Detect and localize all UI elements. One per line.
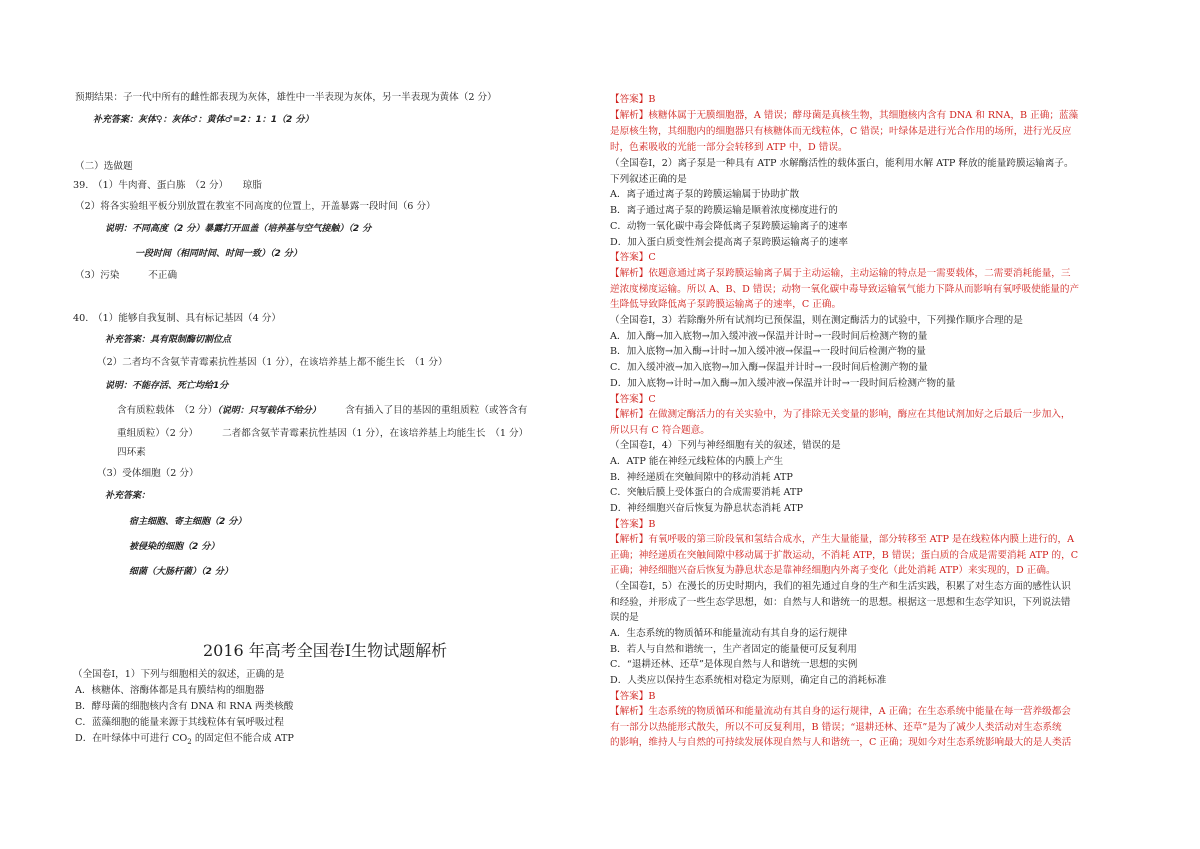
q3-option-d: D．加入底物→计时→加入酶→加入缓冲液→保温并计时→一段时间后检测产物的量 (610, 378, 956, 389)
q4-option-a: A．ATP 能在神经元线粒体的内膜上产生 (610, 456, 784, 467)
q1-option-a: A．核糖体、溶酶体都是具有膜结构的细胞器 (75, 685, 265, 696)
q5-stem-2: 和经验，并形成了一些生态学思想，如：自然与人和谐统一的思想。根据这一思想和生态学知识，下列说法错 (610, 597, 1071, 608)
q40-part1: 40. （1）能够自我复制、具有标记基因（4 分） (73, 313, 281, 324)
q5-option-c: C．“退耕还林、还草”是体现自然与人和谐统一思想的实例 (610, 659, 858, 670)
q1-option-d-sub: 2 (187, 737, 192, 746)
q40-supplement2-b: 被侵染的细胞（2 分） (129, 542, 220, 552)
q40-part2c: 重组质粒）（2 分） 二者都含氨苄青霉素抗性基因（1 分），在该培养基上均能生长 （1 分） (117, 428, 529, 439)
q2-option-d: D．加入蛋白质变性剂会提高离子泵跨膜运输离子的速率 (610, 237, 848, 248)
q39-note1: 说明：不同高度（2 分）暴露打开皿盖（培养基与空气接触）（2 分 (105, 224, 372, 234)
q2-option-b: B．离子通过离子泵的跨膜运输是顺着浓度梯度进行的 (610, 205, 838, 216)
q3-explain-2: 所以只有 C 符合题意。 (610, 425, 710, 436)
supplement-answer: 补充答案：灰体♀：灰体♂：黄体♂=2：1：1（2 分） (93, 115, 314, 125)
q1-stem: （全国卷Ⅰ，1）下列与细胞相关的叙述，正确的是 (73, 669, 285, 680)
q39-part2: （2）将各实验组平板分别放置在教室不同高度的位置上，开盖暴露一段时间（6 分） (75, 201, 436, 212)
q4-stem: （全国卷Ⅰ，4）下列与神经细胞有关的叙述，错误的是 (610, 440, 841, 451)
q5-stem-3: 误的是 (610, 612, 639, 623)
q40-part2: （2）二者均不含氨苄青霉素抗性基因（1 分），在该培养基上都不能生长 （1 分） (97, 357, 448, 368)
q3-answer: 【答案】C (610, 394, 656, 405)
q1-explain-3: 时，色素吸收的光能一部分会转移到 ATP 中，D 错误。 (610, 142, 848, 153)
q2-explain-2: 逆浓度梯度运输。所以 A、B、D 错误；动物一氧化碳中毒导致运输氧气能力下降从而影响有氧呼吸使能量的产 (610, 284, 1080, 295)
q2-option-a: A．离子通过离子泵的跨膜运输属于协助扩散 (610, 189, 800, 200)
q2-explain-3: 生降低导致降低离子泵跨膜运输离子的速率，C 正确。 (610, 299, 842, 310)
q4-answer: 【答案】B (610, 519, 656, 530)
q5-explain-1: 【解析】生态系统的物质循环和能量流动有其自身的运行规律，A 正确；在生态系统中能量在每一营养级都会 (610, 706, 1071, 717)
q5-option-b: B．若人与自然和谐统一，生产者固定的能量便可反复利用 (610, 644, 857, 655)
q4-option-b: B．神经递质在突触间隙中的移动消耗 ATP (610, 472, 793, 483)
q40-part3: （3）受体细胞（2 分） (97, 468, 199, 479)
q40-supplement2-a: 宿主细胞、寄主细胞（2 分） (129, 517, 247, 527)
q4-explain-2: 正确；神经递质在突触间隙中移动属于扩散运动，不消耗 ATP，B 错误；蛋白质的合成是需要消耗 ATP 的，C (610, 550, 1079, 561)
q40-supplement2: 补充答案： (105, 491, 151, 501)
q39-part3: （3）污染 不正确 (75, 270, 178, 281)
q2-answer: 【答案】C (610, 252, 656, 263)
q1-option-c: C．蓝藻细胞的能量来源于其线粒体有氧呼吸过程 (75, 717, 284, 728)
q39-note2: 一段时间（相同时间、时间一致）（2 分） (135, 249, 302, 259)
q2-option-c: C．动物一氧化碳中毒会降低离子泵跨膜运输离子的速率 (610, 221, 848, 232)
q1-option-d-pre: D．在叶绿体中可进行 CO (75, 733, 188, 744)
q40-part2b-a: 含有质粒载体 （2 分） (117, 405, 218, 416)
exam-title: 2016 年高考全国卷Ⅰ生物试题解析 (203, 641, 448, 660)
q1-explain-2: 是原核生物，其细胞内的细胞器只有核糖体而无线粒体，C 错误；叶绿体是进行光合作用的场所，进行光反应 (610, 126, 1072, 137)
q40-supplement1: 补充答案：具有限制酶切割位点 (105, 335, 232, 345)
q1-option-d (75, 732, 294, 749)
q2-stem-1: （全国卷Ⅰ，2）离子泵是一种具有 ATP 水解酶活性的载体蛋白，能利用水解 ATP 释放的能量跨膜运输离子。 (610, 158, 1074, 169)
section-heading: （二）选做题 (75, 161, 133, 172)
q1-option-b: B．酵母菌的细胞核内含有 DNA 和 RNA 两类核酸 (75, 701, 294, 712)
q1-option-d-post: 的固定但不能合成 ATP (191, 733, 294, 744)
q3-explain-1: 【解析】在做测定酶活力的有关实验中，为了排除无关变量的影响，酶应在其他试剂加好之后最后一步加入， (610, 409, 1071, 420)
q40-part2b-c: 含有插入了目的基因的重组质粒（或答含有 (316, 405, 528, 416)
q3-option-b: B．加入底物→加入酶→计时→加入缓冲液→保温→一段时间后检测产物的量 (610, 346, 926, 357)
q3-option-a: A．加入酶→加入底物→加入缓冲液→保温并计时→一段时间后检测产物的量 (610, 331, 928, 342)
q40-part2d: 四环素 (117, 447, 146, 458)
q5-answer: 【答案】B (610, 691, 656, 702)
q39-part1: 39. （1）牛肉膏、蛋白胨 （2 分） 琼脂 (73, 180, 262, 191)
q1-answer: 【答案】B (610, 94, 656, 105)
q1-explain-1: 【解析】核糖体属于无膜细胞器，A 错误；酵母菌是真核生物，其细胞核内含有 DNA 和 RNA，B 正确；蓝藻 (610, 110, 1079, 121)
q2-explain-1: 【解析】依题意通过离子泵跨膜运输离子属于主动运输，主动运输的特点是一需要载体，二需要消耗能量，三 (610, 268, 1071, 279)
prediction-result: 预期结果：子一代中所有的雌性都表现为灰体，雄性中一半表现为灰体，另一半表现为黄体（2 分） (75, 92, 497, 103)
q5-option-a: A．生态系统的物质循环和能量流动有其自身的运行规律 (610, 628, 848, 639)
q40-note: 说明：不能存活、死亡均给1分 (105, 381, 229, 391)
q40-part2b (117, 404, 527, 418)
q40-part2b-note: （说明：只写载体不给分） (217, 406, 317, 416)
q4-option-d: D．神经细胞兴奋后恢复为静息状态消耗 ATP (610, 503, 804, 514)
q3-stem: （全国卷Ⅰ，3）若除酶外所有试剂均已预保温，则在测定酶活力的试验中，下列操作顺序合理的是 (610, 315, 1023, 326)
q4-explain-3: 正确；神经细胞兴奋后恢复为静息状态是靠神经细胞内外离子变化（此处消耗 ATP）来实现的，D 正确。 (610, 565, 1056, 576)
q5-explain-2: 有一部分以热能形式散失，所以不可反复利用，B 错误；“退耕还林、还草”是为了减少人类活动对生态系统 (610, 722, 1062, 733)
q2-stem-2: 下列叙述正确的是 (610, 174, 687, 185)
q3-option-c: C．加入缓冲液→加入底物→加入酶→保温并计时→一段时间后检测产物的量 (610, 362, 928, 373)
q4-explain-1: 【解析】有氧呼吸的第三阶段氧和氢结合成水，产生大量能量，部分转移至 ATP 是在线粒体内膜上进行的，A (610, 534, 1075, 545)
q5-stem-1: （全国卷Ⅰ，5）在漫长的历史时期内，我们的祖先通过自身的生产和生活实践，积累了对生态方面的感性认识 (610, 581, 1071, 592)
q5-explain-3: 的影响，维持人与自然的可持续发展体现自然与人和谐统一，C 正确；现如今对生态系统影响最大的是人类活 (610, 737, 1072, 748)
q5-option-d: D．人类应以保持生态系统相对稳定为原则，确定自己的消耗标准 (610, 675, 887, 686)
q4-option-c: C．突触后膜上受体蛋白的合成需要消耗 ATP (610, 487, 803, 498)
q40-supplement2-c: 细菌（大肠杆菌）（2 分） (129, 567, 233, 577)
